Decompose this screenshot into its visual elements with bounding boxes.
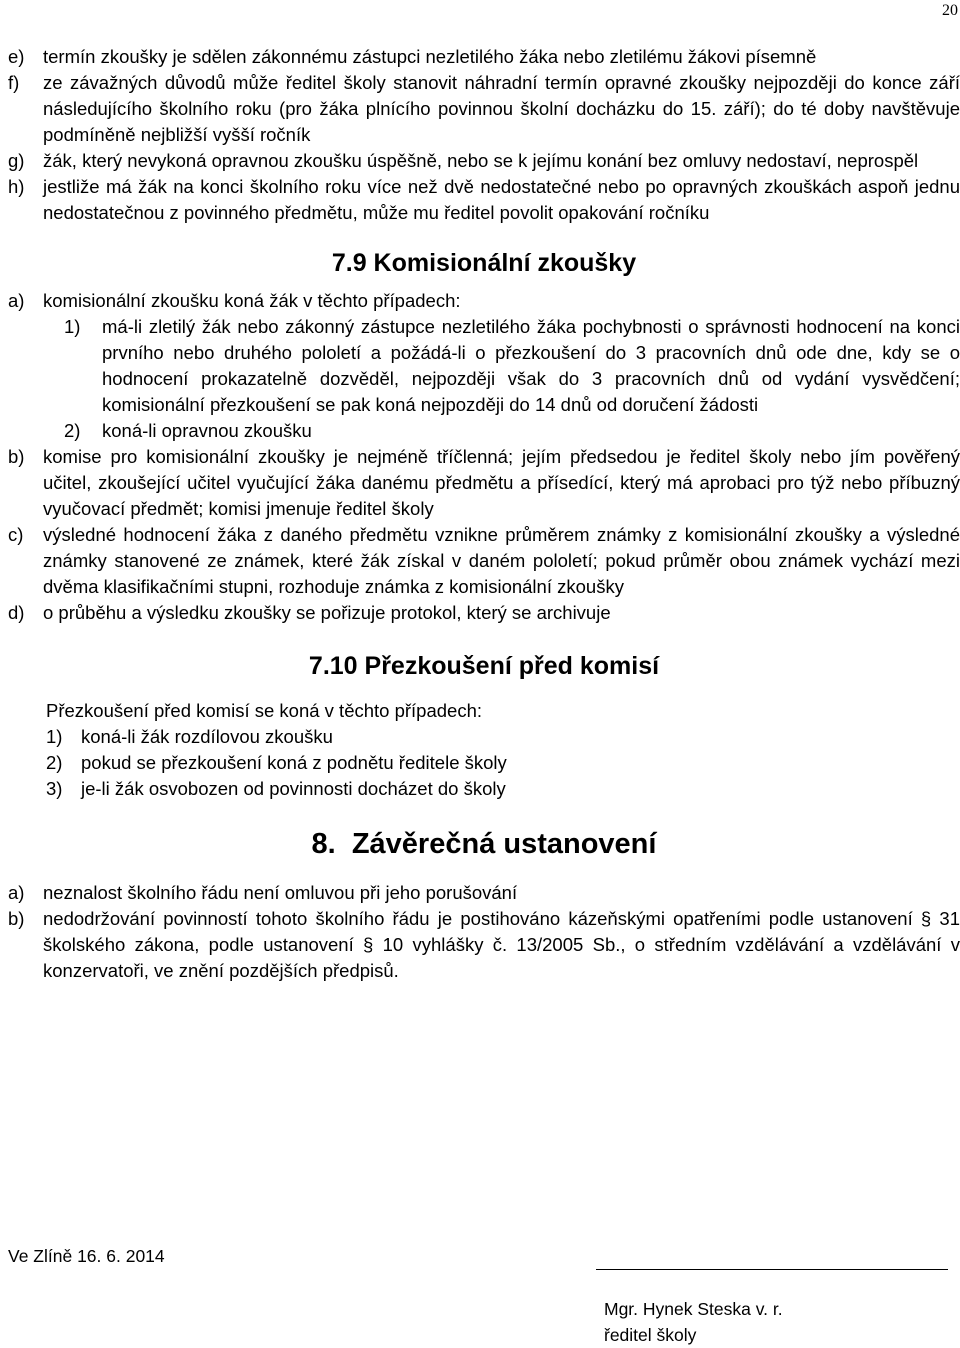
sub-marker: 1) [64, 316, 81, 337]
list-item-text: komise pro komisionální zkoušky je nejméně tříčlenná; jejím předsedou je ředitel školy nebo jím pověřený učitel, zkoušející učitel vyučující žáka danému předmětu a přísedící, který má aprobaci pro týž nebo příbuzný vyučovací předmět; komisi jmenuje ředitel školy [43, 446, 960, 519]
list-item-text: výsledné hodnocení žáka z daného předmětu vznikne průměrem známky z komisionální zkoušky a výsledné známky stanovené ze známek, které žák získal v daném pololetí; pokud průměr obou známek vychází mezi dvěma klasifikačními stupni, rozhoduje známka z komisionální zkoušky [43, 524, 960, 597]
document-body [8, 44, 960, 984]
sub-item-text: koná-li opravnou zkoušku [102, 420, 312, 441]
list-item-h [8, 174, 960, 226]
sub-item-text: má-li zletilý žák nebo zákonný zástupce nezletilého žáka pochybnosti o správnosti hodnocení na konci prvního nebo druhého pololetí a požádá-li o přezkoušení do 3 pracovních dnů ode dne, kdy se o hodnocení prokazatelně dozvěděl, nejpozději však do 3 pracovních dnů od vydání vysvědčení; komisionální přezkoušení se pak koná nejpozději do 14 dnů od doručení žádosti [102, 316, 960, 415]
list-item-2 [8, 750, 960, 776]
section-7-9-list [8, 288, 960, 626]
section-intro: Přezkoušení před komisí se koná v těchto případech: [46, 700, 483, 721]
list-marker: e) [8, 46, 25, 67]
section-heading-7-9: 7.9 Komisionální zkoušky [331, 249, 637, 277]
list-marker: 1) [46, 726, 63, 747]
list-marker: a) [8, 290, 25, 311]
list-marker: d) [8, 602, 25, 623]
sub-item-2 [8, 418, 960, 444]
list-marker: b) [8, 908, 25, 929]
list-marker: g) [8, 150, 25, 171]
list-item-text: jestliže má žák na konci školního roku více než dvě nedostatečné nebo po opravných zkouškách aspoň jednu nedostatečnou z povinného předmětu, může mu ředitel povolit opakování ročníku [43, 176, 960, 223]
list-item-text: koná-li žák rozdílovou zkoušku [81, 726, 333, 747]
list-marker: h) [8, 176, 25, 197]
signatory-role: ředitel školy [604, 1325, 697, 1345]
list-item-d [8, 600, 960, 626]
list-item-f [8, 70, 960, 148]
list-item-e [8, 44, 960, 70]
list-item-text: o průběhu a výsledku zkoušky se pořizuje protokol, který se archivuje [43, 602, 611, 623]
list-item-g [8, 148, 960, 174]
list-item-text: komisionální zkoušku koná žák v těchto případech: [43, 290, 461, 311]
list-item-text: nedodržování povinností tohoto školního řádu je postihováno kázeňskými opatřeními podle ustanovení § 31 školského zákona, podle ustanovení § 10 vyhlášky č. 13/2005 Sb., o středním vzdělávání a vzdělávání v konzervatoři, ve znění pozdějších předpisů. [43, 908, 960, 981]
page-number: 20 [942, 2, 958, 19]
place-date: Ve Zlíně 16. 6. 2014 [8, 1246, 165, 1266]
list-item-b [8, 444, 960, 522]
list-item-text: je-li žák osvobozen od povinnosti docházet do školy [81, 778, 506, 799]
list-item-c [8, 522, 960, 600]
list-marker: 3) [46, 778, 63, 799]
sub-marker: 2) [64, 420, 81, 441]
section-heading-7-10: 7.10 Přezkoušení před komisí [308, 652, 660, 680]
list-marker: 2) [46, 752, 63, 773]
section-7-10-list [8, 698, 960, 802]
signature-line [596, 1269, 948, 1270]
section-heading-8: 8. Závěrečná ustanovení [311, 828, 657, 860]
section-8-list [8, 880, 960, 984]
list-marker: a) [8, 882, 25, 903]
list-marker: b) [8, 446, 25, 467]
list-item-a [8, 288, 960, 314]
list-item-text: termín zkoušky je sdělen zákonnému zástupci nezletilého žáka nebo zletilému žákovi písemně [43, 46, 817, 67]
list-item-text: pokud se přezkoušení koná z podnětu ředitele školy [81, 752, 507, 773]
list-item-b [8, 906, 960, 984]
list-item-text: neznalost školního řádu není omluvou při jeho porušování [43, 882, 518, 903]
list-item-text: ze závažných důvodů může ředitel školy stanovit náhradní termín opravné zkoušky nejpozději do konce září následujícího školního roku (pro žáka plnícího povinnou školní docházku do 15. září); do té doby navštěvuje podmíněně nejbližší vyšší ročník [43, 72, 960, 145]
list-opravne-zkousky [8, 44, 960, 226]
list-item-1 [8, 724, 960, 750]
signature-block [604, 1296, 783, 1348]
list-marker: c) [8, 524, 24, 545]
sub-item-1 [8, 314, 960, 418]
list-item-text: žák, který nevykoná opravnou zkoušku úspěšně, nebo se k jejímu konání bez omluvy nedostaví, neprospěl [43, 150, 919, 171]
signatory-name: Mgr. Hynek Steska v. r. [604, 1299, 783, 1319]
list-item-a [8, 880, 960, 906]
list-item-3 [8, 776, 960, 802]
list-marker: f) [8, 72, 20, 93]
